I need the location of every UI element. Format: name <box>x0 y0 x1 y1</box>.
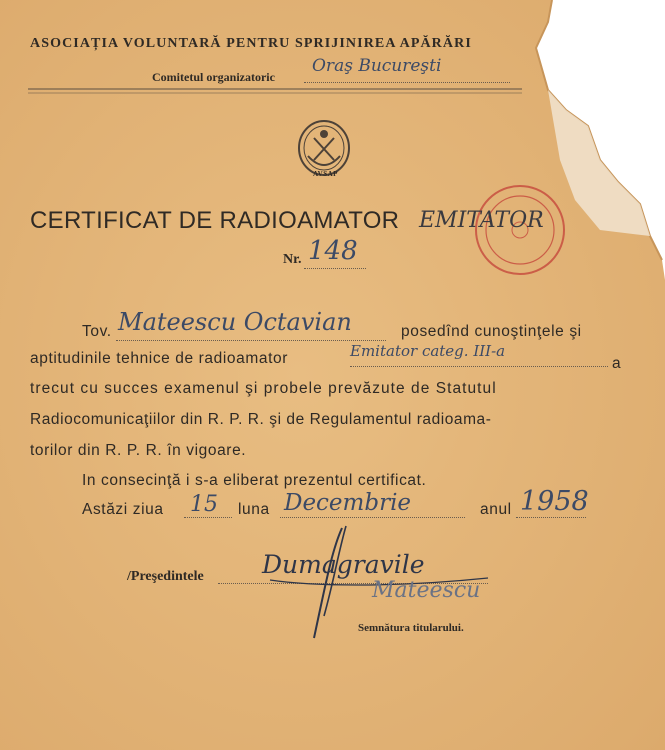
certificate-number: 148 <box>308 236 358 266</box>
line1-end: posedînd cunoştinţele şi <box>401 323 582 340</box>
certificate-type: EMITATOR <box>419 208 544 233</box>
day-dotline <box>184 517 232 518</box>
committee-value: Oraş Bucureşti <box>312 56 442 76</box>
line4: Radiocomunicaţiilor din R. P. R. şi de Regulamentul radioama- <box>30 411 492 428</box>
number-label: Nr. <box>283 252 302 267</box>
line2-end: a <box>612 355 622 372</box>
committee-dotline <box>304 82 510 83</box>
month-label: luna <box>238 501 270 518</box>
category-value: Emitator categ. III-a <box>350 342 506 360</box>
holder-signature: Mateescu <box>372 578 481 603</box>
month-dotline <box>280 517 465 518</box>
association-name: ASOCIAȚIA VOLUNTARĂ PENTRU SPRIJINIREA APĂRĂRI <box>30 36 472 51</box>
president-signature: Dumagravile <box>262 550 425 579</box>
holder-name: Mateescu Octavian <box>118 308 352 336</box>
line6: In consecinţă i s-a eliberat prezentul certificat. <box>82 472 427 489</box>
line5: torilor din R. P. R. în vigoare. <box>30 442 247 459</box>
year-dotline <box>516 517 586 518</box>
tov-label: Tov. <box>82 323 112 340</box>
holder-signature-label: Semnătura titularului. <box>358 622 464 634</box>
president-label: /Preşedintele <box>127 569 204 584</box>
date-year: 1958 <box>520 486 589 517</box>
number-dotline <box>304 268 366 269</box>
category-dotline <box>350 366 608 367</box>
date-day: 15 <box>190 492 218 517</box>
emblem-text: AVSAP <box>313 170 338 178</box>
line3: trecut cu succes examenul şi probele prevăzute de Statutul <box>30 380 497 397</box>
date-month: Decembrie <box>284 490 412 516</box>
certificate-title: CERTIFICAT DE RADIOAMATOR <box>30 207 400 234</box>
line2-start: aptitudinile tehnice de radioamator <box>30 350 288 367</box>
name-dotline <box>116 340 386 341</box>
date-prefix: Astăzi ziua <box>82 501 164 518</box>
year-label: anul <box>480 501 512 518</box>
committee-label: Comitetul organizatoric <box>152 70 275 84</box>
